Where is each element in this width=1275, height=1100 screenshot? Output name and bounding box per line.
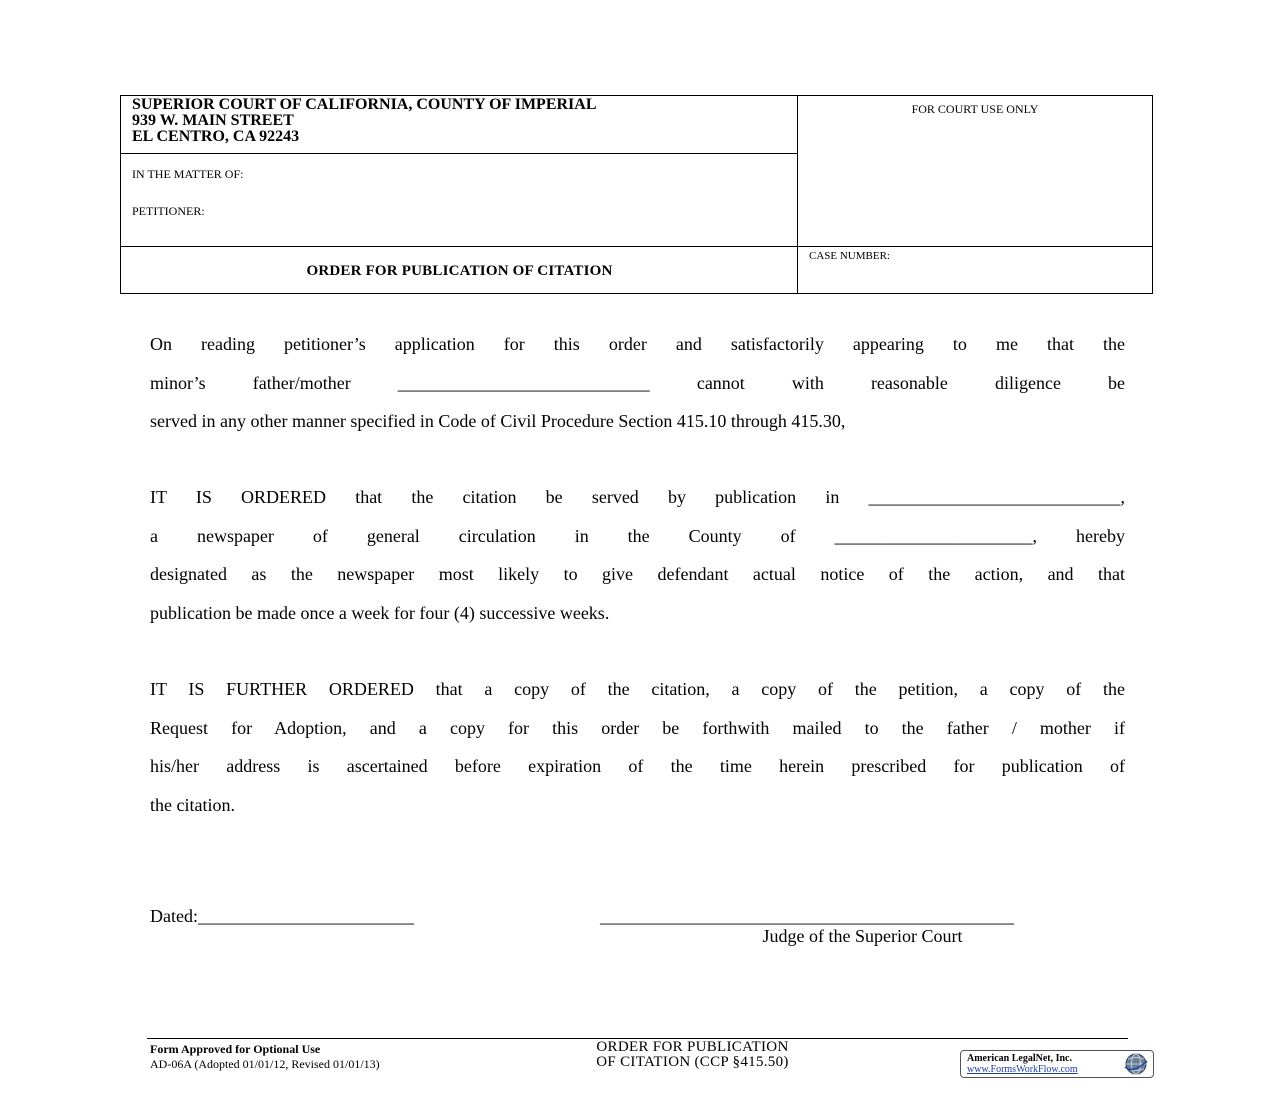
body-line: publication be made once a week for four (4) successive weeks. — [150, 602, 610, 623]
court-street: 939 W. MAIN STREET — [132, 112, 294, 129]
court-address — [132, 97, 597, 145]
body-line: Request for Adoption, and a copy for this order be forthwith mailed to the father / mother if — [150, 717, 1125, 738]
globe-icon — [1123, 1052, 1149, 1076]
body-line: IT IS FURTHER ORDERED that a copy of the citation, a copy of the petition, a copy of the — [150, 679, 1125, 699]
approved-label: Form Approved for Optional Use — [150, 1042, 321, 1056]
paragraph-further-order — [150, 670, 1125, 824]
body-line: his/her address is ascertained before expiration of the time herein prescribed for publication of — [150, 756, 1125, 776]
dated-line: Dated:________________________ — [150, 906, 414, 926]
american-legalnet-logo[interactable] — [960, 1050, 1154, 1078]
body-line: a newspaper of general circulation in the County of ______________________, hereby — [150, 525, 1125, 546]
footer-title-line: OF CITATION (CCP §415.50) — [596, 1054, 789, 1070]
judge-signature-line: ______________________________________________ — [600, 906, 1014, 926]
body-line: served in any other manner specified in Code of Civil Procedure Section 415.10 through 415.30, — [150, 411, 846, 431]
matter-label: IN THE MATTER OF: — [132, 167, 244, 181]
petitioner-label: PETITIONER: — [132, 204, 205, 218]
court-name: SUPERIOR COURT OF CALIFORNIA, COUNTY OF IMPERIAL — [132, 96, 597, 113]
body-line: the citation. — [150, 794, 235, 815]
logo-url-link[interactable]: www.FormsWorkFlow.com — [967, 1064, 1078, 1075]
body-line: minor’s father/mother ____________________________ cannot with reasonable diligence be — [150, 372, 1125, 393]
court-city: EL CENTRO, CA 92243 — [132, 128, 300, 145]
footer-title-line: ORDER FOR PUBLICATION — [596, 1039, 789, 1055]
logo-company-name: American LegalNet, Inc. — [967, 1053, 1072, 1064]
caption-court-divider — [121, 153, 798, 154]
form-title: ORDER FOR PUBLICATION OF CITATION — [306, 263, 613, 279]
judge-label: Judge of the Superior Court — [762, 926, 963, 946]
body-line: On reading petitioner’s application for this order and satisfactorily appearing to me that the — [150, 334, 1125, 354]
body-line: designated as the newspaper most likely to give defendant actual notice of the action, and that — [150, 564, 1125, 584]
caption-title-divider — [121, 246, 1152, 247]
case-number-label: CASE NUMBER: — [809, 250, 890, 262]
paragraph-application — [150, 325, 1125, 441]
court-use-label: FOR COURT USE ONLY — [911, 102, 1039, 116]
footer-form-info — [150, 1042, 380, 1072]
body-line: IT IS ORDERED that the citation be served by publication in ____________________________, — [150, 487, 1125, 507]
footer-title — [540, 1040, 845, 1070]
caption-box — [120, 95, 1153, 294]
form-id: AD-06A (Adopted 01/01/12, Revised 01/01/13) — [150, 1057, 380, 1071]
paragraph-order — [150, 478, 1125, 632]
